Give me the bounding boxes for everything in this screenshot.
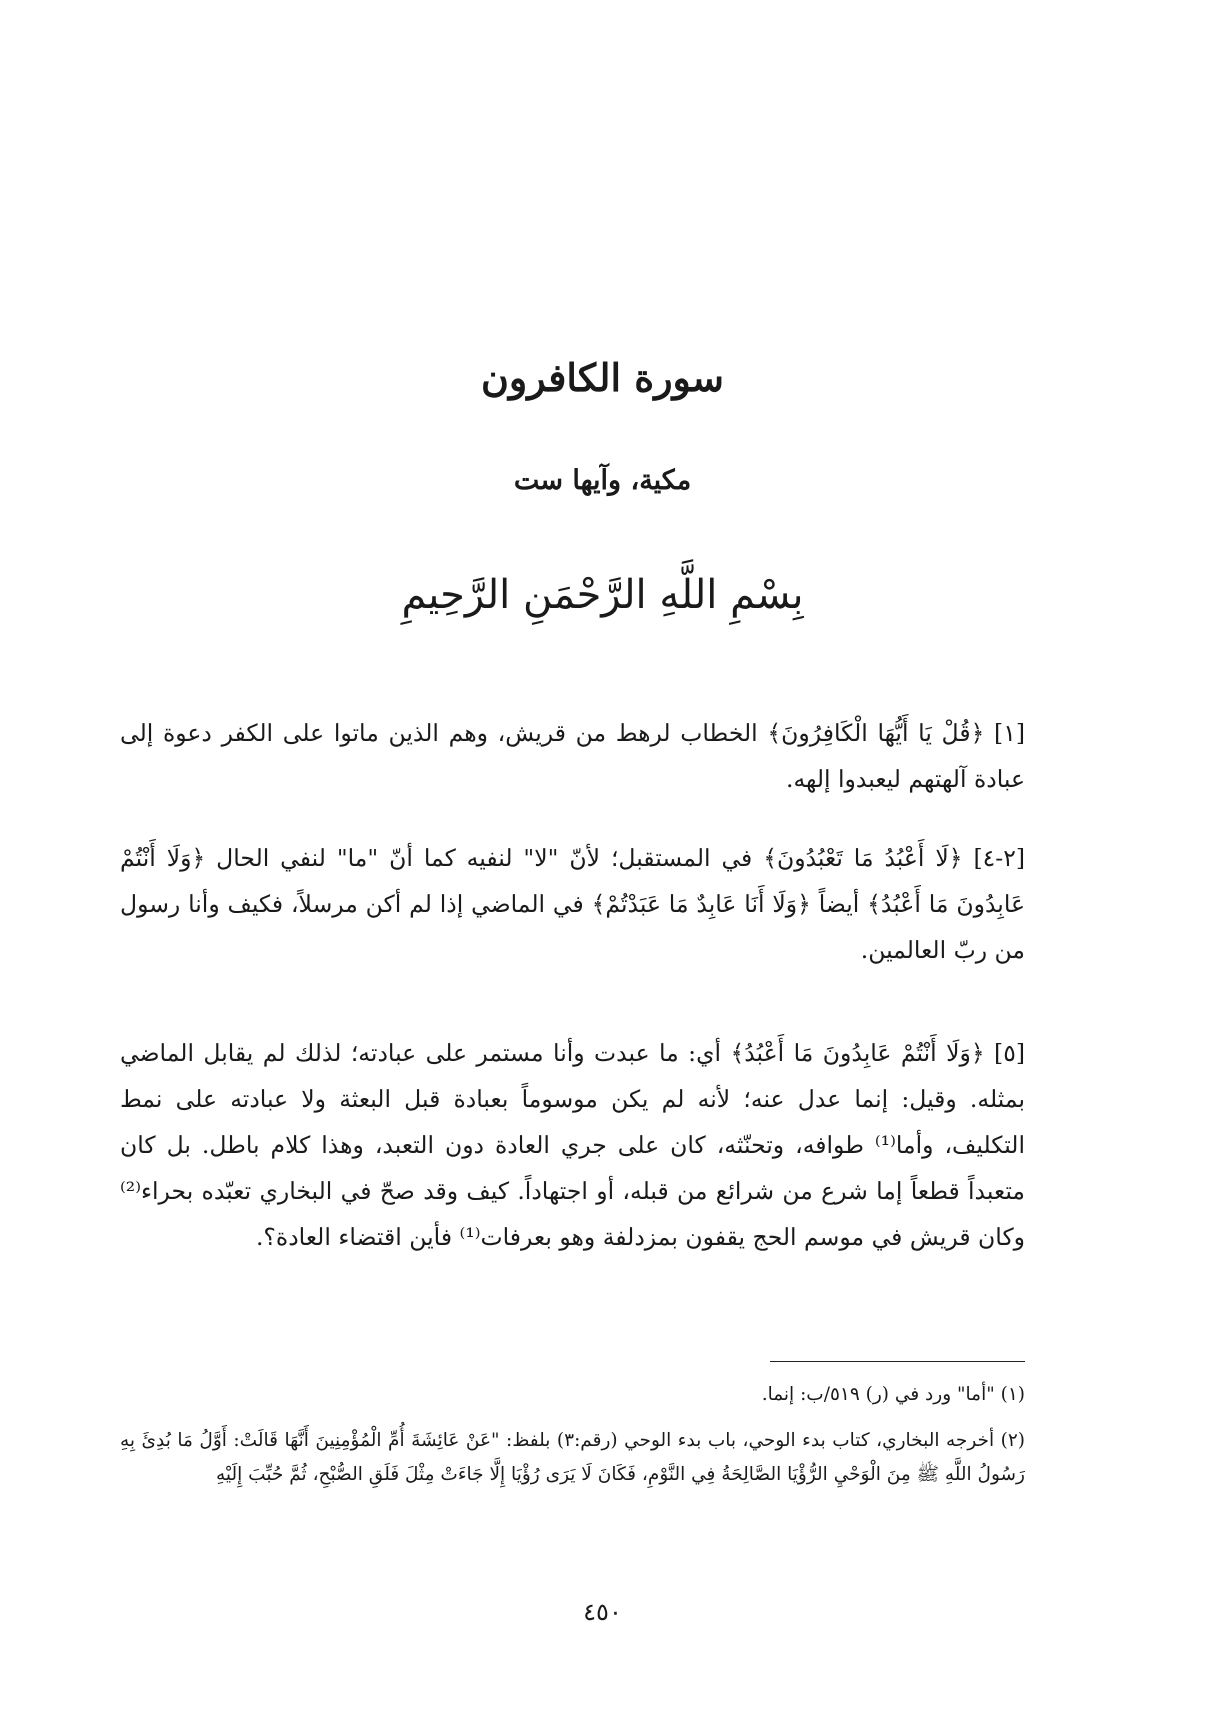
commentary-paragraph-1 (120, 710, 1025, 802)
basmala: بِسْمِ اللَّهِ الرَّحْمَنِ الرَّحِيمِ (401, 572, 804, 618)
footnotes (120, 1378, 1025, 1504)
footnote-1: (١) "أما" ورد في (ر) ٥١٩/ب: إنما. (761, 1384, 1025, 1405)
surah-title: سورة الكافرون (480, 355, 725, 400)
footnote-2: (٢) أخرجه البخاري، كتاب بدء الوحي، باب بدء الوحي (رقم:٣) بلفظ: "عَنْ عَائِشَةَ أُمِّ الْمُؤْمِنِينَ أَنَّهَا قَالَتْ: أَوَّلُ مَا بُدِئَ بِهِ رَسُولُ اللَّهِ ﷺ مِنَ الْوَحْيِ الرُّؤْيَا الصَّالِحَةُ فِي النَّوْمِ، فَكَانَ لَا يَرَى رُؤْيَا إِلَّا جَاءَتْ مِثْلَ فَلَقِ الصُّبْحِ، ثُمَّ حُبِّبَ إِلَيْهِ (120, 1430, 1025, 1485)
paragraph-text: [٥] ﴿وَلَا أَنْتُمْ عَابِدُونَ مَا أَعْبُدُ﴾ أي: ما عبدت وأنا مستمر على عبادته؛ لذلك لم يقابل الماضي بمثله. وقيل: إنما عدل عنه؛ لأنه لم يكن موسوماً بعبادة قبل البعثة ولا عبادته على نمط التكليف، وأما⁽¹⁾ طوافه، وتحنّثه، كان على جري العادة دون التعبد، وهذا كلام باطل. بل كان متعبداً قطعاً إما شرع من شرائع من قبله، أو اجتهاداً. كيف وقد صحّ في البخاري تعبّده بحراء⁽²⁾ وكان قريش في موسم الحج يقفون بمزدلفة وهو بعرفات⁽¹⁾ فأين اقتضاء العادة؟. (120, 1039, 1025, 1251)
surah-subtitle: مكية، وآيها ست (513, 465, 692, 496)
footnote-divider (770, 1361, 1025, 1362)
paragraph-text: [١] ﴿قُلْ يَا أَيُّهَا الْكَافِرُونَ﴾ الخطاب لرهط من قريش، وهم الذين ماتوا على الكفر دعوة إلى عبادة آلهتهم ليعبدوا إلهه. (120, 719, 1025, 793)
commentary-paragraph-3 (120, 1030, 1025, 1260)
paragraph-text: [٢-٤] ﴿لَا أَعْبُدُ مَا تَعْبُدُونَ﴾ في المستقبل؛ لأنّ "لا" لنفيه كما أنّ "ما" لنفي الحال ﴿وَلَا أَنْتُمْ عَابِدُونَ مَا أَعْبُدُ﴾ أيضاً ﴿وَلَا أَنَا عَابِدٌ مَا عَبَدْتُمْ﴾ في الماضي إذا لم أكن مرسلاً، فكيف وأنا رسول من ربّ العالمين. (120, 844, 1025, 964)
commentary-paragraph-2 (120, 835, 1025, 973)
page-number: ٤٥٠ (583, 1598, 622, 1626)
